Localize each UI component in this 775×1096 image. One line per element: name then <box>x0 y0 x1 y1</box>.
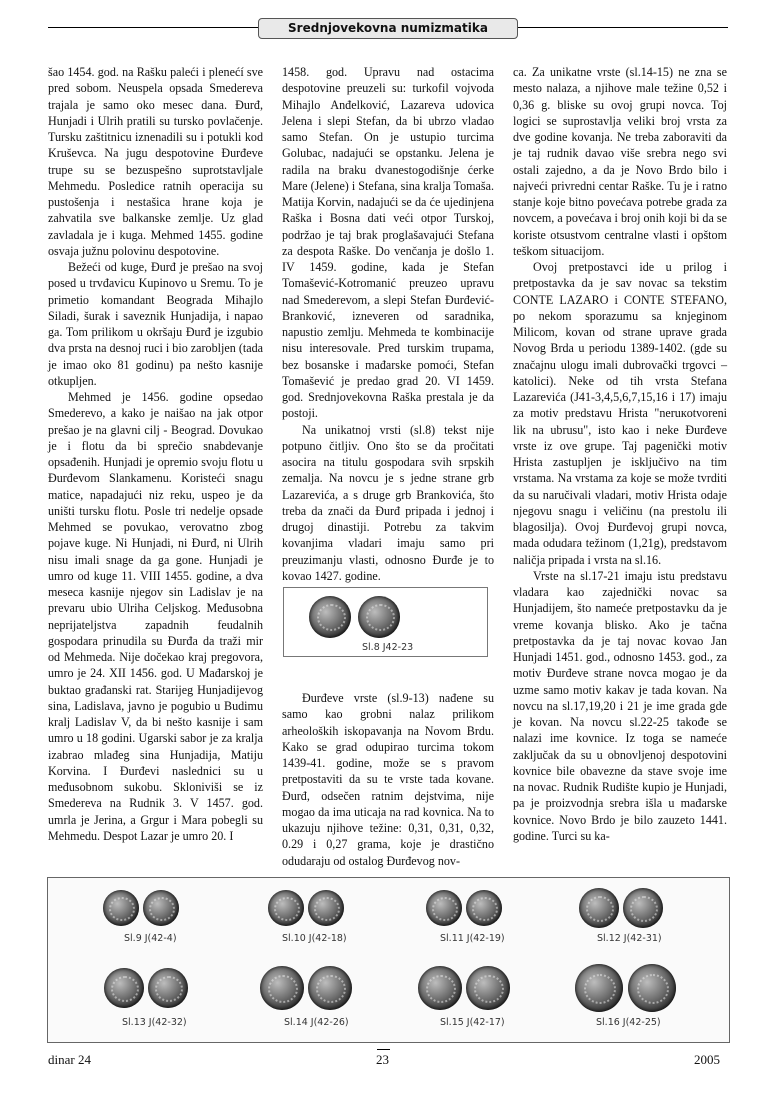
plate-caption: Sl.14 J(42-26) <box>284 1017 349 1028</box>
footer-right: 2005 <box>694 1052 720 1067</box>
plate-caption: Sl.12 J(42-31) <box>597 933 662 944</box>
coin-plate <box>47 877 730 1043</box>
coin-image <box>308 890 344 926</box>
paragraph: ca. Za unikatne vrste (sl.14-15) ne zna se mesto nalaza, a njihove male težine 0,52 i 0,36 g. bliske su ovoj grupi novca. Toj logici se suprostavlja veliki broj vrsta za dve godine kovanja. Ne treba zaboraviti da je taj rudnik davao više srebra nego svi ostali zajedno, a da je Novo Brdo bilo i najveći privredni centar Raške. Tu je i ratno stanje koje bitno povećava potrebe grada za novcem, a povećava i broj onih koji bi da se koriste otsustvom centralne vlasti i opštom teškom situacijom. <box>513 65 727 258</box>
plate-caption: Sl.13 J(42-32) <box>122 1017 187 1028</box>
coin-image <box>466 966 510 1010</box>
paragraph: Bežeći od kuge, Đurđ je prešao na svoj posed u trvđavicu Kupinovo u Sremu. To je primetio komandant Beograda Mihajlo Siladi, šurak i saveznik Hunjadija, i napao ga. Tom prilikom u okršaju Đurđ je izgubio dva prsta na desnoj ruci i bio zarobljen (tada je imao oko 81 godinu) pa nešto kasnije otkupljen. <box>48 260 263 388</box>
coin-image <box>148 968 188 1008</box>
coin-image <box>104 968 144 1008</box>
coin-image <box>268 890 304 926</box>
coin-image <box>623 888 663 928</box>
coin-image <box>575 964 623 1012</box>
footer-left: dinar 24 <box>48 1052 91 1067</box>
header-rule-right <box>516 27 728 28</box>
figure-coin-sl8 <box>283 587 488 657</box>
coin-image <box>103 890 139 926</box>
plate-caption: Sl.9 J(42-4) <box>124 933 177 944</box>
coin-image <box>143 890 179 926</box>
running-header: Srednjovekovna numizmatika <box>258 18 518 39</box>
figure-caption: Sl.8 J42-23 <box>362 642 414 653</box>
paragraph: Vrste na sl.17-21 imaju istu predstavu vladara kao zajednički novac sa Hunjadijem, što nameće pretpostavku da je vreme kovanja blisko. Ako je tačna pretpostavka da je taj novac kovao Jan Hunjadi 1451. god., odnosno 1453. god., za motiv Đurđeve strane novca mogao je da uzme samo motiv kakav je tada kovan. Na novcu na sl.17,19,20 i 21 je ime grada gde je kovan. Na novcu sl.22-25 takođe se nalazi ime kovnice. Iz toga se nameće zaključak da su u obnovljenoj despotovini kovnice bile obavezne da stave svoje ime na novac. Rudnik Rudište kupio je Hunjadi, pa je proizvodnja srebra išla u mađarske kovnice. Novo Brdo je bilo zauzeto 1441. godine. Turci su ka- <box>513 568 727 843</box>
coin-image <box>426 890 462 926</box>
coin-image <box>466 890 502 926</box>
text-column-3 <box>513 64 727 844</box>
coin-reverse-image <box>358 596 400 638</box>
coin-image <box>579 888 619 928</box>
paragraph: 1458. god. Upravu nad ostacima despotovine preuzeli su: turkofil vojvoda Mihajlo Anđelković, Lazareva udovica Jelena i slepi Stefan, da bi ubrzo vladao samo Stefan. On je ustupio turcima Golubac, nadajući se opstanku. Jelena je radila na braku dvanestogodišnje ćerke Mare (Jelene) i Stefana, sina kralja Tomaša. Matija Korvin, nadajući se da će ujedinjena Raška i Bosna dati veći otpor Turskoj, podržao je taj brak proglašavajući Stefana za despota Raške. Do venčanja je došlo 1. IV 1459. godine, kada je Stefan Tomašević-Kotromanić preuzeo upravu nad Smederevom, a slepi Stefan Đurđević-Branković, izneveren od saradnika, napustio zemlju. Mehmeda te kombinacije nisu interesovale. Pred turskim trupama, bez bosanske i mađarske pomoći, Stefan Tomašević je predao grad 20. VI 1459. god. Srednjovekovna Raška prestala je da postoji. <box>282 65 494 421</box>
page-number: 23 <box>376 1052 389 1067</box>
paragraph: šao 1454. god. na Rašku paleći i plenećí sve pred sobom. Neuspela opsada Smedereva trajala je samo oko mesec dana. Đurđ, Hunjadi i Ulrih pratili su tursko povlačenje. Tursku zaštitnicu iznenadili su i potukli kod Kruševca. Na jugu despotovine Đurđeve trupe su se bezuspešno suprotstavljale Mehmedu. Posledice ratnih operacija su pustošenja i nestašica hrane koja je zahvatila sve balkanske zemlje. Uz glad zavladala je i kuga. Mehmed 1455. godine osvaja južnu polovinu despotovine. <box>48 65 263 258</box>
coin-image <box>418 966 462 1010</box>
paragraph: Ovoj pretpostavci ide u prilog i pretpostavka da je sav novac sa tekstim CONTE LAZARO i CONTE STEFANO, po nekom sporazumu sa knjeginom Milicom, kovan od strane uprave grada Novog Brda u periodu 1389-1402. (gde su značajnu ulogu imali dubrovački trgovci – katolici). Neke od tih vrsta Stefana Lazarevića (J41-3,4,5,6,7,15,16 i 17) imaju za motiv predstavu Hrista "neruкotvoreni lik na ubrusu", isto kao i neke Đurđeve vrste iz ove grupe. Taj pagenički motiv Hrista zastupljen je isključivo na tim vrstama. Na vrstama za koje se može tvrditi da su naručivali vladari, motiv Hrista odaje njegovu snagu i veličinu (na prestolu ili blagosilja). Ovoj Đurđevoj grupi novca, mada odudara težinom (1,21g), predstavom naličja pripada i vrsta na sl.16. <box>513 260 727 567</box>
plate-caption: Sl.11 J(42-19) <box>440 933 505 944</box>
coin-obverse-image <box>309 596 351 638</box>
coin-image <box>308 966 352 1010</box>
plate-caption: Sl.10 J(42-18) <box>282 933 347 944</box>
header-rule-left <box>48 27 258 28</box>
text-column-2-lower <box>282 690 494 869</box>
plate-caption: Sl.16 J(42-25) <box>596 1017 661 1028</box>
coin-image <box>260 966 304 1010</box>
paragraph: Na unikatnoj vrsti (sl.8) tekst nije potpuno čitljiv. Ono što se da pročitati asocira na titulu gospodara svih srpskih zemalja. Na novcu je s jedne strane grb Lazarevića, a s druge grb Brankovića, što treba da znači da Đurđ pripada i jednoj i drugoj dinastiji. Potrebu za takvim kovanjima vladari imaju samo pri preuzimanju vlasti, odnosno Đurđe je to kovao 1427. godine. <box>282 422 494 583</box>
coin-image <box>628 964 676 1012</box>
text-column-2 <box>282 64 494 584</box>
page-number-rule <box>377 1049 390 1050</box>
plate-caption: Sl.15 J(42-17) <box>440 1017 505 1028</box>
paragraph: Đurđeve vrste (sl.9-13) nađene su samo kao grobni nalaz prilikom arheoloških iskopavanja na Novom Brdu. Kako se grad odupirao turcima tokom 1439-41. godine, može se s pravom pretpostaviti da su te vrste tada kovane. Đurđ, odsečen ratnim dejstvima, nije mogao da ima uticaja na rad kovnica. Na to ukazuju njihove težine: 0,31, 0,31, 0,32, 0.29 i 0,27 grama, koje je drastično odudaraju od ostalog Đurđevog nov- <box>282 691 494 868</box>
paragraph: Mehmed je 1456. godine opsedao Smederevo, a kako je naišao na jak otpor prešao je na glavni cilj - Beograd. Dovukao je i flotu da bi sprečio snabdevanje opsađenih. Hunjadi je opremio svoju flotu u Đurđevom Slankamenu. Koristeći snagu matice, napadajući niz reku, uspeo je da uništi tursku flotu. Posle tri nedelje opsade Mehmed se povukao, verovatno zbog pojave kuge. Ni Hunjadi, ni Đurđ, ni Ulrih nisu imali snage da ga gone. Hunjadi je umro od kuge 11. VIII 1455. godine, a dva meseca kasnije njegov sin Ladislav je na prevaru ubio Ulriha Celjskog. Međusobna neprijateljstva zapadnih feudalnih gospodara prinudila su Đurđa da traži mir od Mehmeda. Nije dočekao kraj pregovora, umro je 24. XII 1456. god. U Mađarskoj je buktao građanski rat. Starijeg Hunjadijevog sina, Ladislava, javno je pogubio u Budimu kralj Ladislav V, da bi nešto kasnije i sam umro u 18 godini. Ugarski sabor je za kralja izabrao mlađeg sina Hunjadija, Matiju Korvina. I Đurđevi naslednici su u međusobnom sukobu. Skloniviši se iz Smedereva na Rudnik 3. V 1457. god. umrla je Jerina, a Grgur i Mara pobegli su Mehmedu. Despot Lazar je umro 20. I <box>48 390 263 843</box>
text-column-1 <box>48 64 263 844</box>
